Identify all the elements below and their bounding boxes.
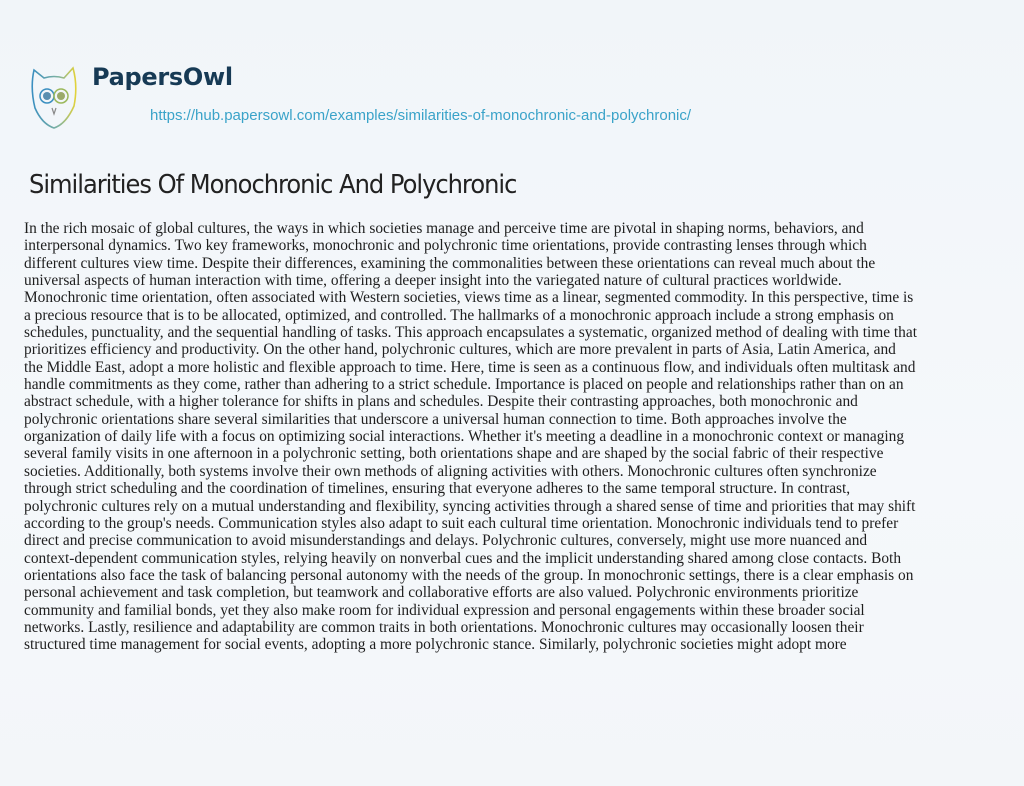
essay-line: schedules, punctuality, and the sequential handling of tasks. This approach encapsulates a systematic, organized method of dealing with time that — [24, 324, 917, 342]
essay-body — [24, 220, 1024, 654]
essay-line: through strict scheduling and the coordination of timelines, ensuring that everyone adheres to the same temporal structure. In contrast, — [24, 480, 851, 498]
essay-line: abstract schedule, with a higher tolerance for shifts in plans and schedules. Despite their contrasting approaches, both monochronic and — [24, 393, 858, 411]
essay-line: societies. Additionally, both systems involve their own methods of aligning activities with others. Monochronic cultures often synchronize — [24, 462, 877, 480]
essay-line: In the rich mosaic of global cultures, the ways in which societies manage and perceive time are pivotal in shaping norms, behaviors, and — [24, 220, 864, 237]
essay-line: according to the group's needs. Communication styles also adapt to suit each cultural time orientation. Monochronic individuals tend to prefer — [24, 514, 899, 532]
essay-line: polychronic cultures rely on a mutual understanding and flexibility, syncing activities through a shared sense of time and priorities that may shift — [24, 497, 916, 515]
essay-line: different cultures view time. Despite their differences, examining the commonalities between these orientations can reveal much about the — [24, 254, 876, 272]
essay-line: interpersonal dynamics. Two key frameworks, monochronic and polychronic time orientations, provide contrasting lenses through which — [24, 237, 867, 255]
essay-line: community and familial bonds, yet they also make room for individual expression and personal engagements within these broader social — [24, 601, 865, 619]
essay-line: a precious resource that is to be allocated, optimized, and controlled. The hallmarks of a monochronic approach include a strong emphasis on — [24, 306, 894, 324]
essay-line: structured time management for social events, adopting a more polychronic stance. Similarly, polychronic societies might adopt more — [24, 636, 847, 654]
brand-name: PapersOwl — [92, 63, 233, 91]
essay-line: several family visits in one afternoon in a polychronic setting, both orientations shape and are shaped by the social fabric of their respective — [24, 445, 884, 463]
essay-line: networks. Lastly, resilience and adaptability are common traits in both orientations. Monochronic cultures may occasionally loosen their — [24, 618, 864, 636]
essay-line: personal achievement and task completion, but teamwork and collaborative efforts are also valued. Polychronic environments prioritize — [24, 584, 859, 602]
essay-line: the Middle East, adopt a more holistic and flexible approach to time. Here, time is seen as a continuous flow, and individuals often multitask and — [24, 358, 916, 376]
source-url-link[interactable]: https://hub.papersowl.com/examples/similarities-of-monochronic-and-polychronic/ — [150, 107, 692, 124]
essay-line: direct and precise communication to avoid misunderstandings and delays. Polychronic cultures, conversely, might use more nuanced and — [24, 532, 868, 550]
essay-line: Monochronic time orientation, often associated with Western societies, views time as a linear, segmented commodity. In this perspective, time is — [24, 289, 914, 307]
essay-line: handle commitments as they come, rather than adhering to a strict schedule. Importance is placed on people and relationships rather than on an — [24, 376, 904, 394]
essay-line: universal aspects of human interaction with time, offering a deeper insight into the variegated nature of cultural practices worldwide. — [24, 272, 842, 290]
essay-line: polychronic orientations share several similarities that underscore a universal human connection to time. Both approaches involve the — [24, 410, 847, 428]
page-title: Similarities Of Monochronic And Polychronic — [29, 170, 517, 200]
essay-line: organization of daily life with a focus on optimizing social interactions. Whether it's meeting a deadline in a monochronic context or managing — [24, 428, 905, 446]
essay-line: orientations also face the task of balancing personal autonomy with the needs of the group. In monochronic settings, there is a clear emphasis on — [24, 566, 914, 584]
essay-line: context-dependent communication styles, relying heavily on nonverbal cues and the implicit understanding shared among close contacts. Both — [24, 549, 902, 567]
essay-line: prioritizes efficiency and productivity. On the other hand, polychronic cultures, which are more prevalent in parts of Asia, Latin America, and — [24, 341, 896, 359]
papersowl-logo-icon — [30, 66, 78, 130]
